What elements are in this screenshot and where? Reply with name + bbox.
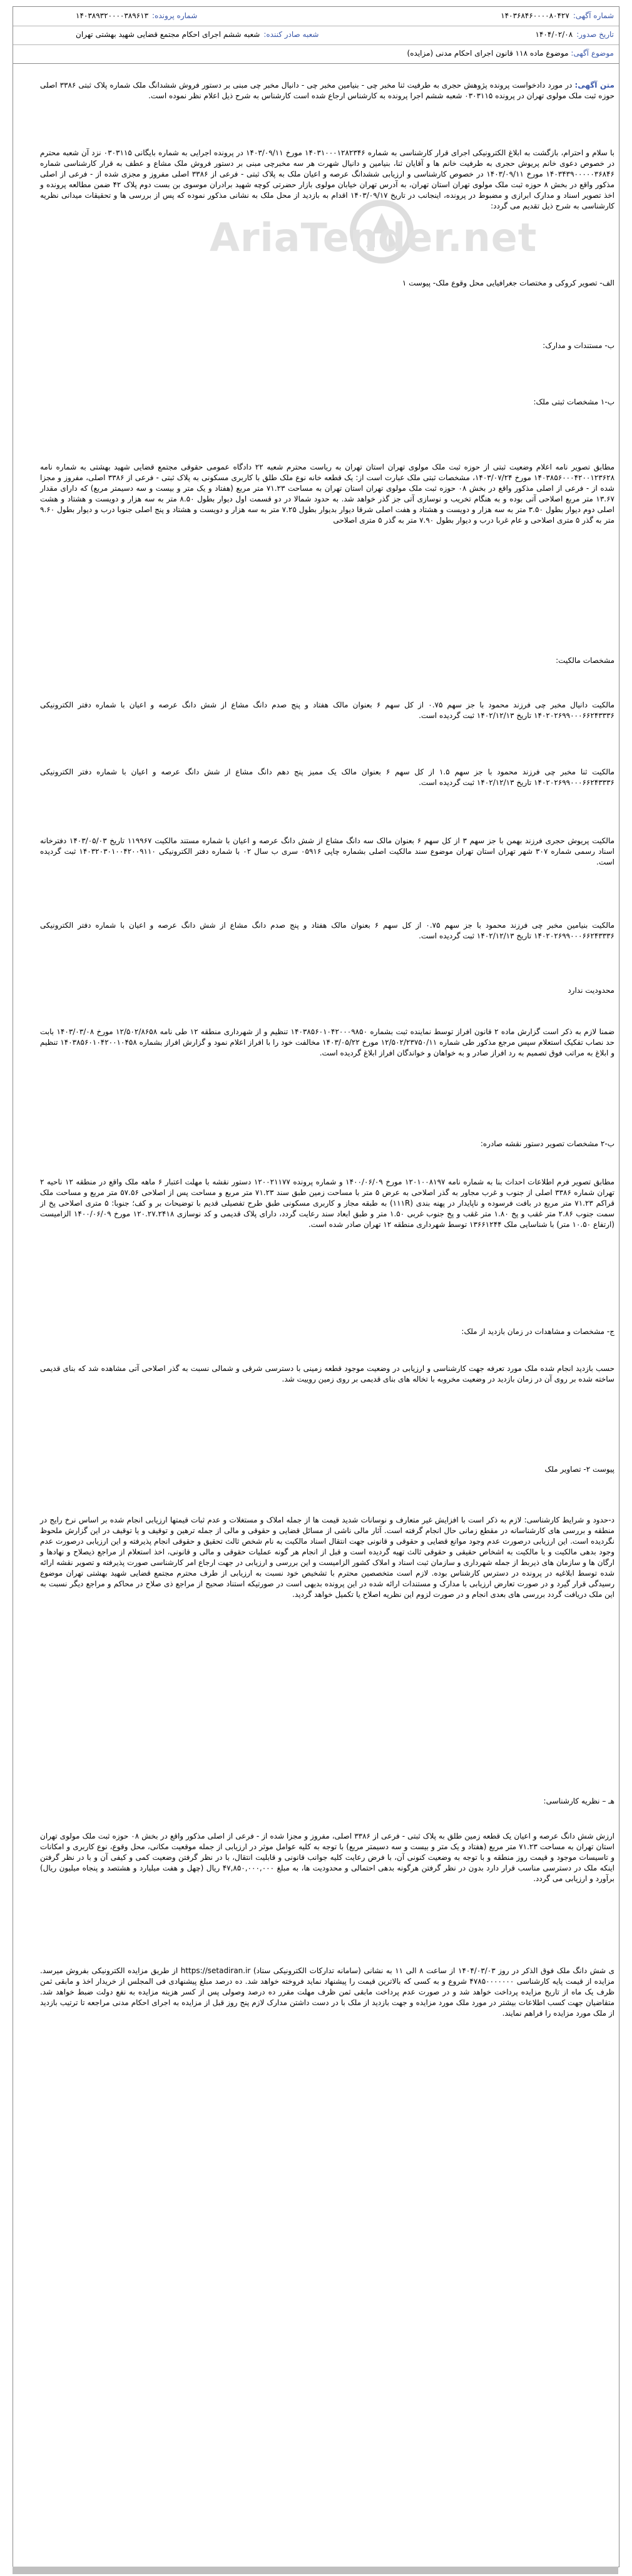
notice-number: ۱۴۰۳۶۸۴۶۰۰۰۰۸۰۴۲۷	[501, 11, 569, 20]
owner-parivash: مالکیت پریوش حجری فرزند بهمن با جز سهم ۳ از کل سهم ۶ بعنوان مالک سه دانگ مشاع از شش دانگ عرصه و اعیان با شماره مستند مالکیت ۱۱۹۹۶۷ تاریخ ۱۴۰۳/۰۵/۰۳ دفترخانه اسناد رسمی شماره ۳۰۷ شهر تهران استان تهران موضوع سند مالکیت اصلی بشماره چاپی ۰۵۹۱۶ سری ب سال ۰۲ با شماره دفتر الکترونیکی ۱۴۰۳۲۰۳۰۱۰۰۴۲۰۰۹۱۱۰ ثبت گردیده است.	[40, 836, 614, 866]
body-paragraph-greeting: با سلام و احترام، بازگشت به ابلاغ الکترونیکی اجرای قرار کارشناسی به شماره ۱۴۰۳۱۰۰۰۱۲۸۲۳۴۶ مورخ ۱۴۰۳/۰۹/۱۱ در پرونده اجرایی به شماره بایگانی ۰۳۰۳۱۱۵ نزد آن شعبه محترم در خصوص دعوی خانم پریوش حجری به طرفیت خانم ها و آقایان ثنا، بنیامین و دانیال شهرت هر سه مخبرچی مبنی بر دستور فروش ملک مشاع و عطف به قرار کارشناسی شماره ۱۴۰۳۴۳۹۰۰۰۰۰۳۶۸۴۶ مورخ ۱۴۰۳/۰۹/۱۱ در خصوص کارشناسی و ارزیابی ششدانگ عرصه و اعیان ملک به پلاک ثبتی - فرعی از ۳۳۸۶ اصلی مفروز و مجزی شده از - فرعی از اصلی مذکور واقع در بخش ۸ حوزه ثبت ملک مولوی تهران استان تهران، به آدرس تهران خیابان مولوی بازار حضرتی کوچه شهید برادران موسوی بن بست دوم پلاک ۴۲ ضمن مطالعه پرونده و اخذ تصویر اسناد و مدارک ابرازی و مضبوط در پرونده، اینجانب در تاریخ ۱۴۰۳/۰۹/۱۷ اقدام به بازدید از محل ملک به نشانی مذکور نموده که پس از بررسی ها و تحقیقات میدانی نظریه کارشناسی به شرح ذیل تقدیم می گردد:	[40, 148, 614, 210]
notice-header	[13, 6, 619, 64]
section-attachment: پیوست ۲- تصاویر ملک	[544, 1465, 614, 1474]
issuer: شعبه ششم اجرای احکام مجتمع قضایی شهید بهشتی تهران	[76, 30, 260, 39]
letter-number-label: شماره پرونده:	[152, 11, 198, 20]
section-no-limit: محدودیت ندارد	[568, 986, 614, 995]
issuer-cell	[76, 30, 319, 39]
section-jim: ج- مشخصات و مشاهدات در زمان بازدید از ملک:	[461, 1327, 614, 1336]
owner-benyamin: مالکیت بنیامین مخبر چی فرزند محمود با جز سهم ۰.۷۵ از کل سهم ۶ بعنوان مالک هفتاد و پنج صدم دانگ مشاع از شش دانگ عرصه و اعیان با شماره دفتر الکترونیکی ۱۴۰۲۰۲۶۹۹۰۰۰۶۶۲۴۳۳۳۶ تاریخ ۱۴۰۲/۱۲/۱۳ ثبت گردیده است.	[40, 921, 614, 940]
body-paragraph-intro	[40, 80, 614, 101]
section-be: ب- مستندات و مدارک:	[543, 341, 614, 350]
watermark-text: AriaTender.net	[210, 215, 538, 260]
body-paragraph-registration: مطابق تصویر نامه اعلام وضعیت ثبتی از حوزه ثبت ملک مولوی تهران استان تهران به ریاست محترم شعبه ۲۲ دادگاه عمومی حقوقی مجتمع قضایی شهید بهشتی به شماره نامه ۱۴۰۳۸۵۶۰۰۰۴۲۰۰۱۲۳۶۲۸ مورخ ۱۴۰۳/۰۷/۲۴، مشخصات ثبتی ملک عبارت است از: یک قطعه خانه نوع ملک طلق با کاربری مسکونی به پلاک ثبتی - فرعی از ۳۳۸۶ اصلی، مفروز و مجزا شده از - فرعی از اصلی مذکور واقع در بخش ۰۸ حوزه ثبت ملک مولوی تهران استان تهران به مساحت ۷۱.۲۳ متر مربع (هفتاد و یک متر و بیست و سه دسیمتر مربع) که دارای مقدار ۱۳.۶۷ متر مربع اصلاحی آتی بوده و به هنگام تخریب و نوسازی آتی جز گذر خواهد شد. به حدود شمالا در دو قسمت اول دیوار بطول ۸.۵۰ متر به سه هزار و دویست و هشتاد و هشت اصلی دوم دیوار بطول ۳.۵۰ متر به سه هزار و دویست و هشتاد و هفت اصلی شرقا دیوار بدیوار بطول ۷.۲۵ متر به سه هزار و دویست و هشتاد و پنج اصلی جنوبا درب و دیوار بطول ۹.۶۰ متر به گذر ۵ متری اصلاحی و عام غربا درب و دیوار بطول ۷.۹۰ متر به گذر ۵ متری اصلاحی	[40, 463, 615, 525]
header-row-dates	[13, 26, 619, 45]
notice-body	[13, 63, 619, 2567]
body-paragraph-auction: ی شش دانگ ملک فوق الذکر در روز ۱۴۰۴/۰۳/۰۳ از ساعت ۸ الی ۱۱ به نشانی (سامانه تدارکات الکترونیکی ستاد) https://setadiran.ir از طریق مزایده الکترونیکی بفروش میرسد. مزایده از قیمت پایه کارشناسی ۴۷۸۵۰۰۰۰۰۰۰ شروع و به کسی که بالاترین قیمت را پیشنهاد نماید فروخته خواهد شد. ده درصد مبلغ پیشنهادی فی المجلس از خریدار اخذ و مابقی ثمن ظرف یک ماه از تاریخ مزایده پرداخت خواهد شد و در صورت عدم پرداخت مابقی ثمن ظرف مهلت مقرر ده درصد وصولی پس از کسر هزینه مزایده به نفع دولت ضبط خواهد شد. متقاضیان جهت کسب اطلاعات بیشتر در مورد ملک مورد مزایده و جهت بازدید از ملک با در دست داشتن مدارک لازم پنج روز قبل از مزایده به اجرای احکام مدنی مراجعه تا ترتیب بازدید از ملک مورد مزایده را فراهم نمایند.	[40, 1966, 614, 2018]
subject: موضوع ماده ۱۱۸ قانون اجرای احکام مدنی (مزایده)	[407, 49, 569, 58]
body-paragraph-visit: حسب بازدید انجام شده ملک مورد تعرفه جهت کارشناسی و ارزیابی در وضعیت موجود قطعه زمینی با دسترسی شرقی و شمالی نسبت به گذر اصلاحی آتی مشاهده شد که بنای قدیمی ساخته شده بر روی آن در زمان بازدید در وضعیت مخروبه با تخاله های بنای قدیمی بر روی زمین روییت شد.	[40, 1364, 614, 1383]
section-ownership: مشخصات مالکیت:	[556, 656, 614, 665]
date-cell	[536, 30, 614, 39]
intro-text: در مورد دادخواست پرونده پژوهش حجری به طرفیت ثنا مخبر چی - بنیامین مخبر چی - دانیال مخبر چی مبنی بر دستور فروش ششدانگ ملک شماره پلاک ثبتی ۳۳۸۶ اصلی حوزه ثبت ملک مولوی تهران در پرونده ۰۳۰۳۱۱۵ شعبه ششم اجرا پرونده به کارشناس ارجاع شده است کارشناس به شرح ذیل اعلام نظر نموده است.	[40, 81, 614, 100]
body-paragraph-valuation: ارزش شش دانگ عرصه و اعیان یک قطعه زمین طلق به پلاک ثبتی - فرعی از ۳۳۸۶ اصلی، مفروز و مجزا شده از - فرعی از اصلی مذکور واقع در بخش ۰۸ حوزه ثبت ملک مولوی تهران استان تهران به مساحت ۷۱.۲۳ متر مربع (هفتاد و یک متر و بیست و سه دسیمتر مربع) با توجه به کلیه عوامل موثر در ارزیابی از جمله موقعیت مکانی، محل وقوع، نوع کاربری و امکانات و تاسیسات موجود و قیمت روز منطقه و با توجه به وضعیت کنونی آن، با فرض رعایت کلیه جوانب قانونی و قابلیت انتقال، با در نظر گرفتن وضعیت کمی و کیفی آن و با در نظر گرفتن اینکه ملک در دسترسی مناسب قرار دارد بدون در نظر گرفتن هرگونه بدهی احتمالی و محدودیت ها، به مبلغ ۴۷,۸۵۰,۰۰۰,۰۰۰ ریال (چهل و هفت میلیارد و هشتصد و پنجاه میلیون ریال) برآورد و ارزیابی می گردد.	[40, 1832, 615, 1883]
notice-number-label: شماره آگهی:	[573, 11, 614, 20]
section-he: هـ – نظریه کارشناسی:	[543, 1797, 614, 1805]
issuer-label: شعبه صادر کننده:	[263, 30, 319, 39]
owner-danial: مالکیت دانیال مخبر چی فرزند محمود با جز سهم ۰.۷۵ از کل سهم ۶ بعنوان مالک هفتاد و پنج صدم دانگ مشاع از شش دانگ عرصه و اعیان با شماره دفتر الکترونیکی ۱۴۰۲۰۲۶۹۹۰۰۰۶۶۲۴۳۳۳۶ تاریخ ۱۴۰۲/۱۲/۱۳ ثبت گردیده است.	[40, 700, 614, 720]
body-paragraph-map: مطابق تصویر فرم اطلاعات احداث بنا به شماره نامه ۱۲۰۱۰۰۸۱۹۷ مورخ ۱۴۰۰/۰۶/۰۹ و شماره پرونده ۱۲۰۰۲۱۱۷۷ دستور نقشه با مهلت اعتبار ۶ ماهه ملک واقع در منطقه ۱۲ ناحیه ۲ تهران شماره ۳۳۸۶ اصلی از جنوب و غرب مجاور به گذر اصلاحی به عرض ۵ متر با مساحت زمین طبق سند ۷۱.۲۳ متر مربع و مساحت پس از اصلاحی ۵۷.۵۶ متر مربع و مساحت ملک قراکم ۷۱.۲۳ متر مربع در بافت فرسوده و ناپایدار در پهنه بندی (۱۱۱R) به طبقه مجاز و کاربری مسکونی طبق طرح تفصیلی قدیم با توضیحات بر و کف؛ جنوبا: ۵ متری اصلاحی پخ از سمت جنوب ۲.۸۶ متر غقب و پخ ۱.۸۰ متر غقب و پخ جنوب غربی ۱.۵۰ متر و طبق ابعاد سند رعایت گردد، دارای پلاک قدیمی و کد نوسازی ۱۲۰.۲۷.۲۴۱۸ مورخ ۱۴۰۰/۰۶/۰۹ الزامیست (ارتفاع ۱۰.۵۰ متر) با شناسایی ملک ۱۳۶۶۱۲۴۴ توسط شهرداری منطقه ۱۲ تهران صادر شده است.	[40, 1178, 615, 1229]
body-paragraph-partition: ضمنا لازم به ذکر است گزارش ماده ۲ قانون افراز توسط نماینده ثبت بشماره ۱۴۰۳۸۵۶۰۱۰۴۲۰۰۰۹۸۵۰ تنظیم و از شهرداری منطقه ۱۲ طی نامه ۱۲/۵۰۲/۸۶۵۸ مورخ ۱۴۰۳/۰۳/۰۸ بابت حد نصاب تفکیک استعلام سپس مرجع مذکور طی شماره ۱۲/۵۰۲/۲۳۷۵۰/۱۱ مورخ ۱۴۰۳/۰۵/۲۲ مخالفت خود را با افراز اعلام نمود و گزارش افراز بشماره ۱۴۰۳۸۵۶۰۱۰۴۲۰۰۱۰۴۵۸ تنظیم و ابلاغ به مراتب فوق تصمیم به رد افراز صادر و به خواهان و خواندگان افراز ابلاغ گردیده است.	[40, 1027, 615, 1057]
body-paragraph-conditions: د-حدود و شرایط کارشناسی: لازم به ذکر است با افزایش غیر متعارف و نوسانات شدید قیمت ها از جمله املاک و مستغلات و عدم ثبات قیمتها ارزیابی انجام شده بر اساس نرخ رایج در منطقه و بررسی های کارشناسانه در مقطع زمانی حال انجام گرفته است. آثار مالی ناشی از مسائل قضایی و حقوقی و مالی از جمله ترهین و توقیف و یا توقیف در این گزارش ملحوظ نگردیده است. این ارزیابی درصورت عدم وجود موانع قضایی و حقوقی و قانونی جهت انتقال اسناد مالکیت به نام شخص ثالث تحقیق و حقوقی انجام پذیرفته و این ارزیابی درصورت عدم وجود بدهی مالکیت و با مالکیت به اشخاص حقیقی و حقوقی ثالث تهیه گردیده است و قبل از انجام هر گونه عملیات حقوقی و مالی و قانونی، اخذ استعلام از مراجع ذیصلاح و نهادها و ارگان ها و سازمان های ذیربط از جمله شهرداری و سازمان ثبت اسناد و املاک کشور الزامیست و این بررسی و ارزیابی در جهت ارجاع امر کارشناسی صورت پذیرفته و تصویر نقشه ارائه شده توسط ابلاغیه در پرونده در دسترس کارشناس بوده. لازم است متخصصین محترم با تشخیص خود نسبت به ارزیابی از طرف محترم مجتمع قضایی شهید بهشتی تهران موضوع رسیدگی قرار گیرد و در صورت تعارض ارزیابی با مدارک و مستندات ارائه شده در این پرونده بدیهی است در صورتیکه استناد صحیح از مراجع ذی صلاح در محاکم و مراجع دیگر نسبت به این ملک دریافت گردد بررسی های بعدی انجام و در صورت لزوم این نظریه اصلاح یا تکمیل خواهد گردید.	[40, 1516, 614, 1599]
issue-date: ۱۴۰۴/۰۲/۰۸	[535, 30, 573, 39]
subject-cell	[407, 49, 614, 58]
section-alef: الف- تصویر کروکی و مختصات جغرافیایی محل وقوع ملک- پیوست ۱	[402, 279, 614, 287]
header-row-numbers	[13, 7, 619, 26]
section-be1: ب-۱ مشخصات ثبتی ملک:	[533, 398, 614, 406]
owner-sana: مالکیت ثنا مخبر چی فرزند محمود با جز سهم ۱.۵ از کل سهم ۶ بعنوان مالک یک ممیز پنج دهم دانگ مشاع از شش دانگ عرصه و اعیان با شماره دفتر الکترونیکی ۱۴۰۲۰۲۶۹۹۰۰۰۶۶۲۴۳۳۳۶ تاریخ ۱۴۰۲/۱۲/۱۳ ثبت گردیده است.	[40, 767, 615, 787]
letter-number: ۱۴۰۳۸۹۳۲۰۰۰۰۳۸۹۶۱۳	[76, 11, 149, 20]
notice-number-cell	[501, 11, 614, 20]
header-row-subject	[13, 44, 619, 63]
letter-number-cell	[76, 11, 197, 20]
date-label: تاریخ صدور:	[576, 30, 614, 39]
subject-label: موضوع آگهی:	[571, 49, 614, 58]
section-be2: ب-۲ مشخصات تصویر دستور نقشه صادره:	[480, 1139, 614, 1148]
footer-bar	[13, 2567, 618, 2574]
text-label: متن آگهی:	[574, 81, 614, 90]
